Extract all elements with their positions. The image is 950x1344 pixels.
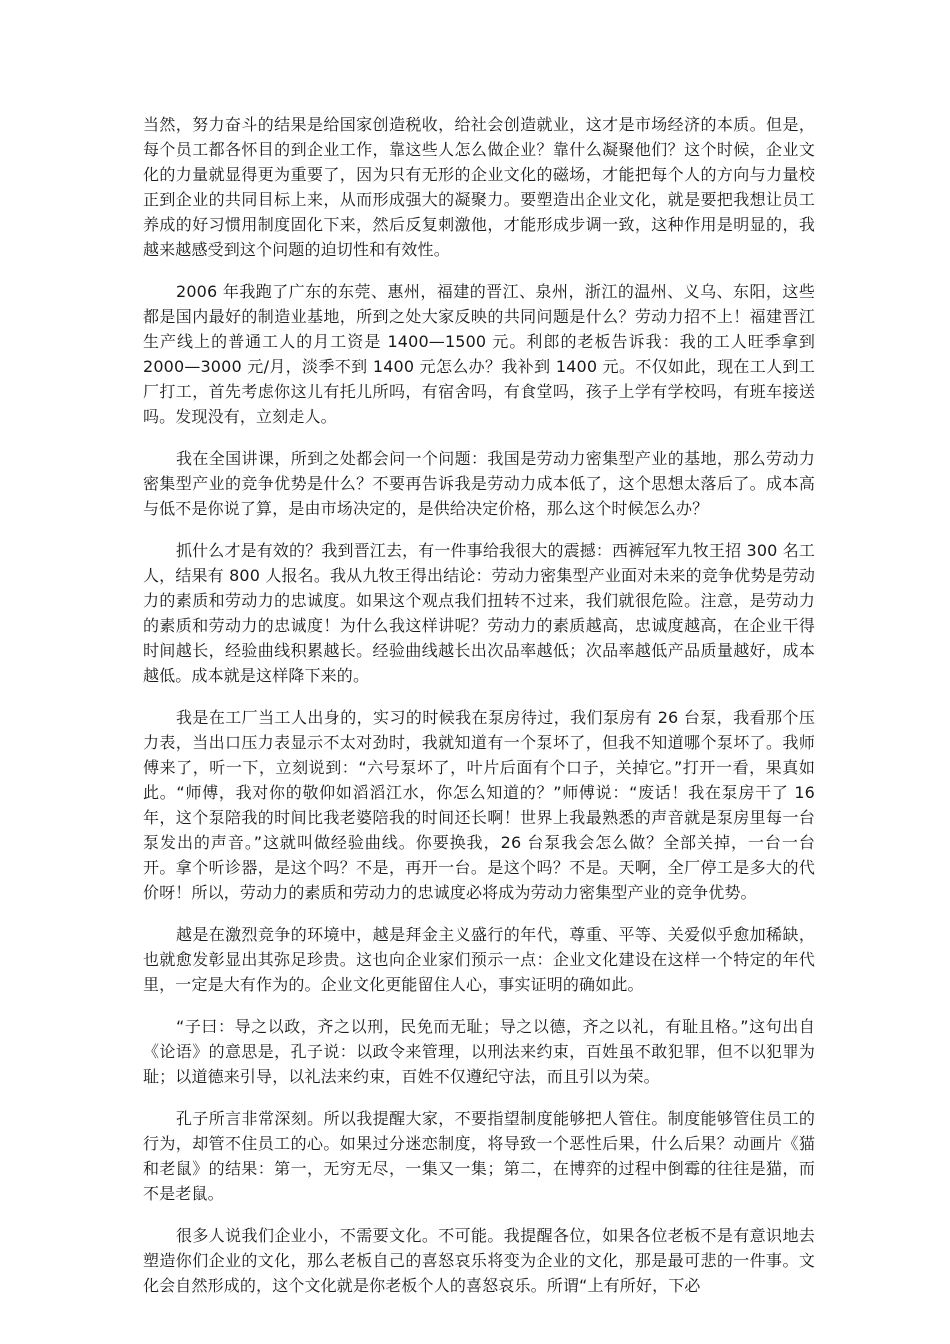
paragraph-6: 越是在激烈竞争的环境中，越是拜金主义盛行的年代，尊重、平等、关爱似乎愈加稀缺，也就愈发彰显出其弥足珍贵。这也向企业家们预示一点：企业文化建设在这样一个特定的年代里，一定是大有作为的。企业文化更能留住人心，事实证明的确如此。 <box>143 925 815 994</box>
paragraph-7: “子曰：导之以政，齐之以刑，民免而无耻；导之以德，齐之以礼，有耻且格。”这句出自《论语》的意思是，孔子说：以政令来管理，以刑法来约束，百姓虽不敢犯罪，但不以犯罪为耻；以道德来引导，以礼法来约束，百姓不仅遵纪守法，而且引以为荣。 <box>143 1017 815 1086</box>
paragraph-5: 我是在工厂当工人出身的，实习的时候我在泵房待过，我们泵房有 26 台泵，我看那个压力表，当出口压力表显示不太对劲时，我就知道有一个泵坏了，但我不知道哪个泵坏了。我师傅来了，听一下，立刻说到：“六号泵坏了，叶片后面有个口子，关掉它。”打开一看，果真如此。“师傅，我对你的敬仰如滔滔江水，你怎么知道的？”师傅说：“废话！我在泵房干了 16 年，这个泵陪我的时间比我老婆陪我的时间还长啊！世界上我最熟悉的声音就是泵房里每一台泵发出的声音。”这就叫做经验曲线。你要换我，26 台泵我会怎么做？全部关掉，一台一台开。拿个听诊器，是这个吗？不是，再开一台。是这个吗？不是。天啊，全厂停工是多大的代价呀！所以，劳动力的素质和劳动力的忠诚度必将成为劳动力密集型产业的竞争优势。 <box>143 708 815 902</box>
paragraph-4: 抓什么才是有效的？我到晋江去，有一件事给我很大的震撼：西裤冠军九牧王招 300 名工人，结果有 800 人报名。我从九牧王得出结论：劳动力密集型产业面对未来的竞争优势是劳动力的素质和劳动力的忠诚度。如果这个观点我们扭转不过来，我们就很危险。注意，是劳动力的素质和劳动力的忠诚度！为什么我这样讲呢？劳动力的素质越高，忠诚度越高，在企业干得时间越长，经验曲线积累越长。经验曲线越长出次品率越低；次品率越低产品质量越好，成本越低。成本就是这样降下来的。 <box>143 541 816 685</box>
paragraph-9: 很多人说我们企业小，不需要文化。不可能。我提醒各位，如果各位老板不是有意识地去塑造你们企业的文化，那么老板自己的喜怒哀乐将变为企业的文化，那是最可悲的一件事。文化会自然形成的，这个文化就是你老板个人的喜怒哀乐。所谓“上有所好，下必 <box>143 1226 815 1295</box>
paragraph-3: 我在全国讲课，所到之处都会问一个问题：我国是劳动力密集型产业的基地，那么劳动力密集型产业的竞争优势是什么？不要再告诉我是劳动力成本低了，这个思想太落后了。成本高与低不是你说了算，是由市场决定的，是供给决定价格，那么这个时候怎么办？ <box>143 449 815 518</box>
paragraph-2: 2006 年我跑了广东的东莞、惠州，福建的晋江、泉州，浙江的温州、义乌、东阳，这些都是国内最好的制造业基地，所到之处大家反映的共同问题是什么？劳动力招不上！福建晋江生产线上的普通工人的月工资是 1400—1500 元。利郎的老板告诉我：我的工人旺季拿到 2000—3000 元/月，淡季不到 1400 元怎么办？我补到 1400 元。不仅如此，现在工人到工厂打工，首先考虑你这儿有托儿所吗，有宿舍吗，有食堂吗，孩子上学有学校吗，有班车接送吗。发现没有，立刻走人。 <box>143 282 815 426</box>
paragraph-8: 孔子所言非常深刻。所以我提醒大家，不要指望制度能够把人管住。制度能够管住员工的行为，却管不住员工的心。如果过分迷恋制度，将导致一个恶性后果，什么后果？动画片《猫和老鼠》的结果：第一，无穷无尽，一集又一集；第二，在博弈的过程中倒霉的往往是猫，而不是老鼠。 <box>143 1109 815 1203</box>
paragraph-1: 当然，努力奋斗的结果是给国家创造税收，给社会创造就业，这才是市场经济的本质。但是，每个员工都各怀目的到企业工作，靠这些人怎么做企业？靠什么凝聚他们？这个时候，企业文化的力量就显得更为重要了，因为只有无形的企业文化的磁场，才能把每个人的方向与力量校正到企业的共同目标上来，从而形成强大的凝聚力。要塑造出企业文化，就是要把我想让员工养成的好习惯用制度固化下来，然后反复刺激他，才能形成步调一致，这种作用是明显的，我越来越感受到这个问题的迫切性和有效性。 <box>143 115 815 259</box>
document-body <box>143 112 815 1298</box>
